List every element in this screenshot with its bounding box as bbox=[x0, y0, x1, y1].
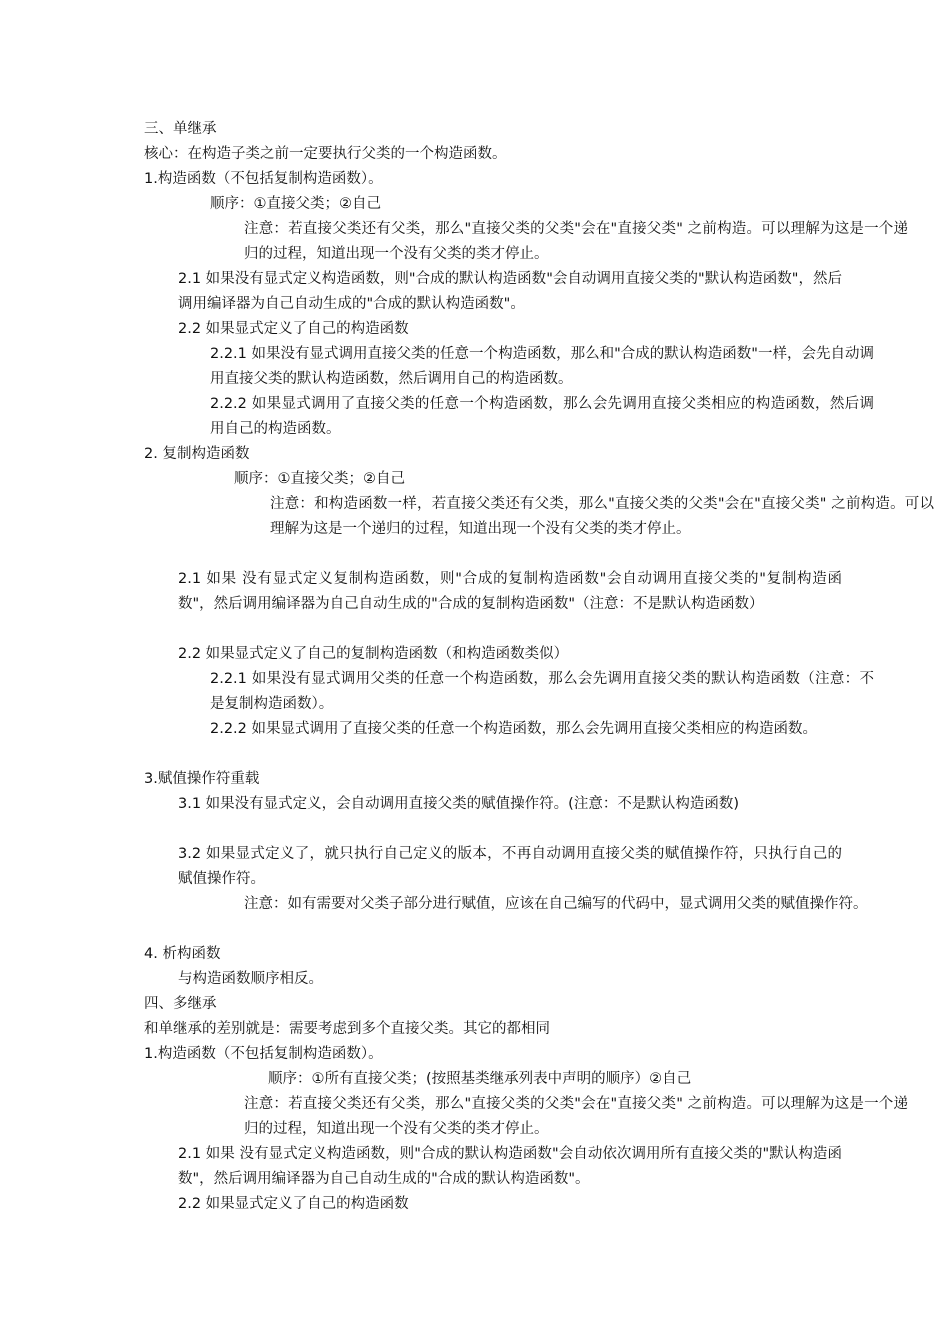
paragraph: 2.1 如果 没有显式定义构造函数，则"合成的默认构造函数"会自动依次调用所有直接父类的"默认构造函数"，然后调用编译器为自己自动生成的"合成的默认构造函数"。 bbox=[178, 1146, 842, 1187]
subheading: 2. 复制构造函数 bbox=[144, 446, 250, 462]
paragraph: 2.2.2 如果显式调用了直接父类的任意一个构造函数，那么会先调用直接父类相应的构造函数。 bbox=[210, 721, 817, 737]
paragraph: 3.2 如果显式定义了，就只执行自己定义的版本，不再自动调用直接父类的赋值操作符，只执行自己的赋值操作符。 bbox=[178, 846, 842, 887]
paragraph: 注意：若直接父类还有父类，那么"直接父类的父类"会在"直接父类" 之前构造。可以理解为这是一个递归的过程，知道出现一个没有父类的类才停止。 bbox=[244, 221, 908, 262]
paragraph: 2.1 如果 没有显式定义复制构造函数，则"合成的复制构造函数"会自动调用直接父类的"复制构造函数"，然后调用编译器为自己自动生成的"合成的复制构造函数"（注意：不是默认构造函数） bbox=[178, 571, 842, 612]
paragraph: 核心：在构造子类之前一定要执行父类的一个构造函数。 bbox=[144, 146, 507, 162]
section-heading-multiple-inheritance: 四、多继承 bbox=[144, 996, 217, 1012]
paragraph: 注意：和构造函数一样，若直接父类还有父类，那么"直接父类的父类"会在"直接父类" 之前构造。可以理解为这是一个递归的过程，知道出现一个没有父类的类才停止。 bbox=[270, 496, 934, 537]
paragraph: 2.2 如果显式定义了自己的复制构造函数（和构造函数类似） bbox=[178, 646, 569, 662]
paragraph: 顺序：①所有直接父类；(按照基类继承列表中声明的顺序）②自己 bbox=[268, 1071, 692, 1087]
paragraph: 2.2.2 如果显式调用了直接父类的任意一个构造函数，那么会先调用直接父类相应的构造函数，然后调用自己的构造函数。 bbox=[210, 396, 874, 437]
subheading: 1.构造函数（不包括复制构造函数）。 bbox=[144, 1046, 383, 1062]
paragraph: 注意：如有需要对父类子部分进行赋值，应该在自己编写的代码中，显式调用父类的赋值操作符。 bbox=[244, 896, 868, 912]
paragraph: 注意：若直接父类还有父类，那么"直接父类的父类"会在"直接父类" 之前构造。可以理解为这是一个递归的过程，知道出现一个没有父类的类才停止。 bbox=[244, 1096, 908, 1137]
paragraph: 2.2.1 如果没有显式调用直接父类的任意一个构造函数，那么和"合成的默认构造函数"一样，会先自动调用直接父类的默认构造函数，然后调用自己的构造函数。 bbox=[210, 346, 874, 387]
paragraph: 顺序：①直接父类；②自己 bbox=[234, 471, 405, 487]
paragraph: 和单继承的差别就是：需要考虑到多个直接父类。其它的都相同 bbox=[144, 1021, 550, 1037]
paragraph: 3.1 如果没有显式定义，会自动调用直接父类的赋值操作符。(注意：不是默认构造函数) bbox=[178, 796, 739, 812]
paragraph: 顺序：①直接父类；②自己 bbox=[210, 196, 381, 212]
subheading: 4. 析构函数 bbox=[144, 946, 221, 962]
paragraph: 2.2 如果显式定义了自己的构造函数 bbox=[178, 1196, 409, 1212]
section-heading-single-inheritance: 三、单继承 bbox=[144, 121, 217, 137]
paragraph: 与构造函数顺序相反。 bbox=[178, 971, 323, 987]
subheading: 1.构造函数（不包括复制构造函数）。 bbox=[144, 171, 383, 187]
paragraph: 2.2 如果显式定义了自己的构造函数 bbox=[178, 321, 409, 337]
subheading: 3.赋值操作符重载 bbox=[144, 771, 260, 787]
paragraph: 2.2.1 如果没有显式调用父类的任意一个构造函数，那么会先调用直接父类的默认构造函数（注意：不是复制构造函数）。 bbox=[210, 671, 874, 712]
paragraph: 2.1 如果没有显式定义构造函数，则"合成的默认构造函数"会自动调用直接父类的"默认构造函数"，然后调用编译器为自己自动生成的"合成的默认构造函数"。 bbox=[178, 271, 842, 312]
